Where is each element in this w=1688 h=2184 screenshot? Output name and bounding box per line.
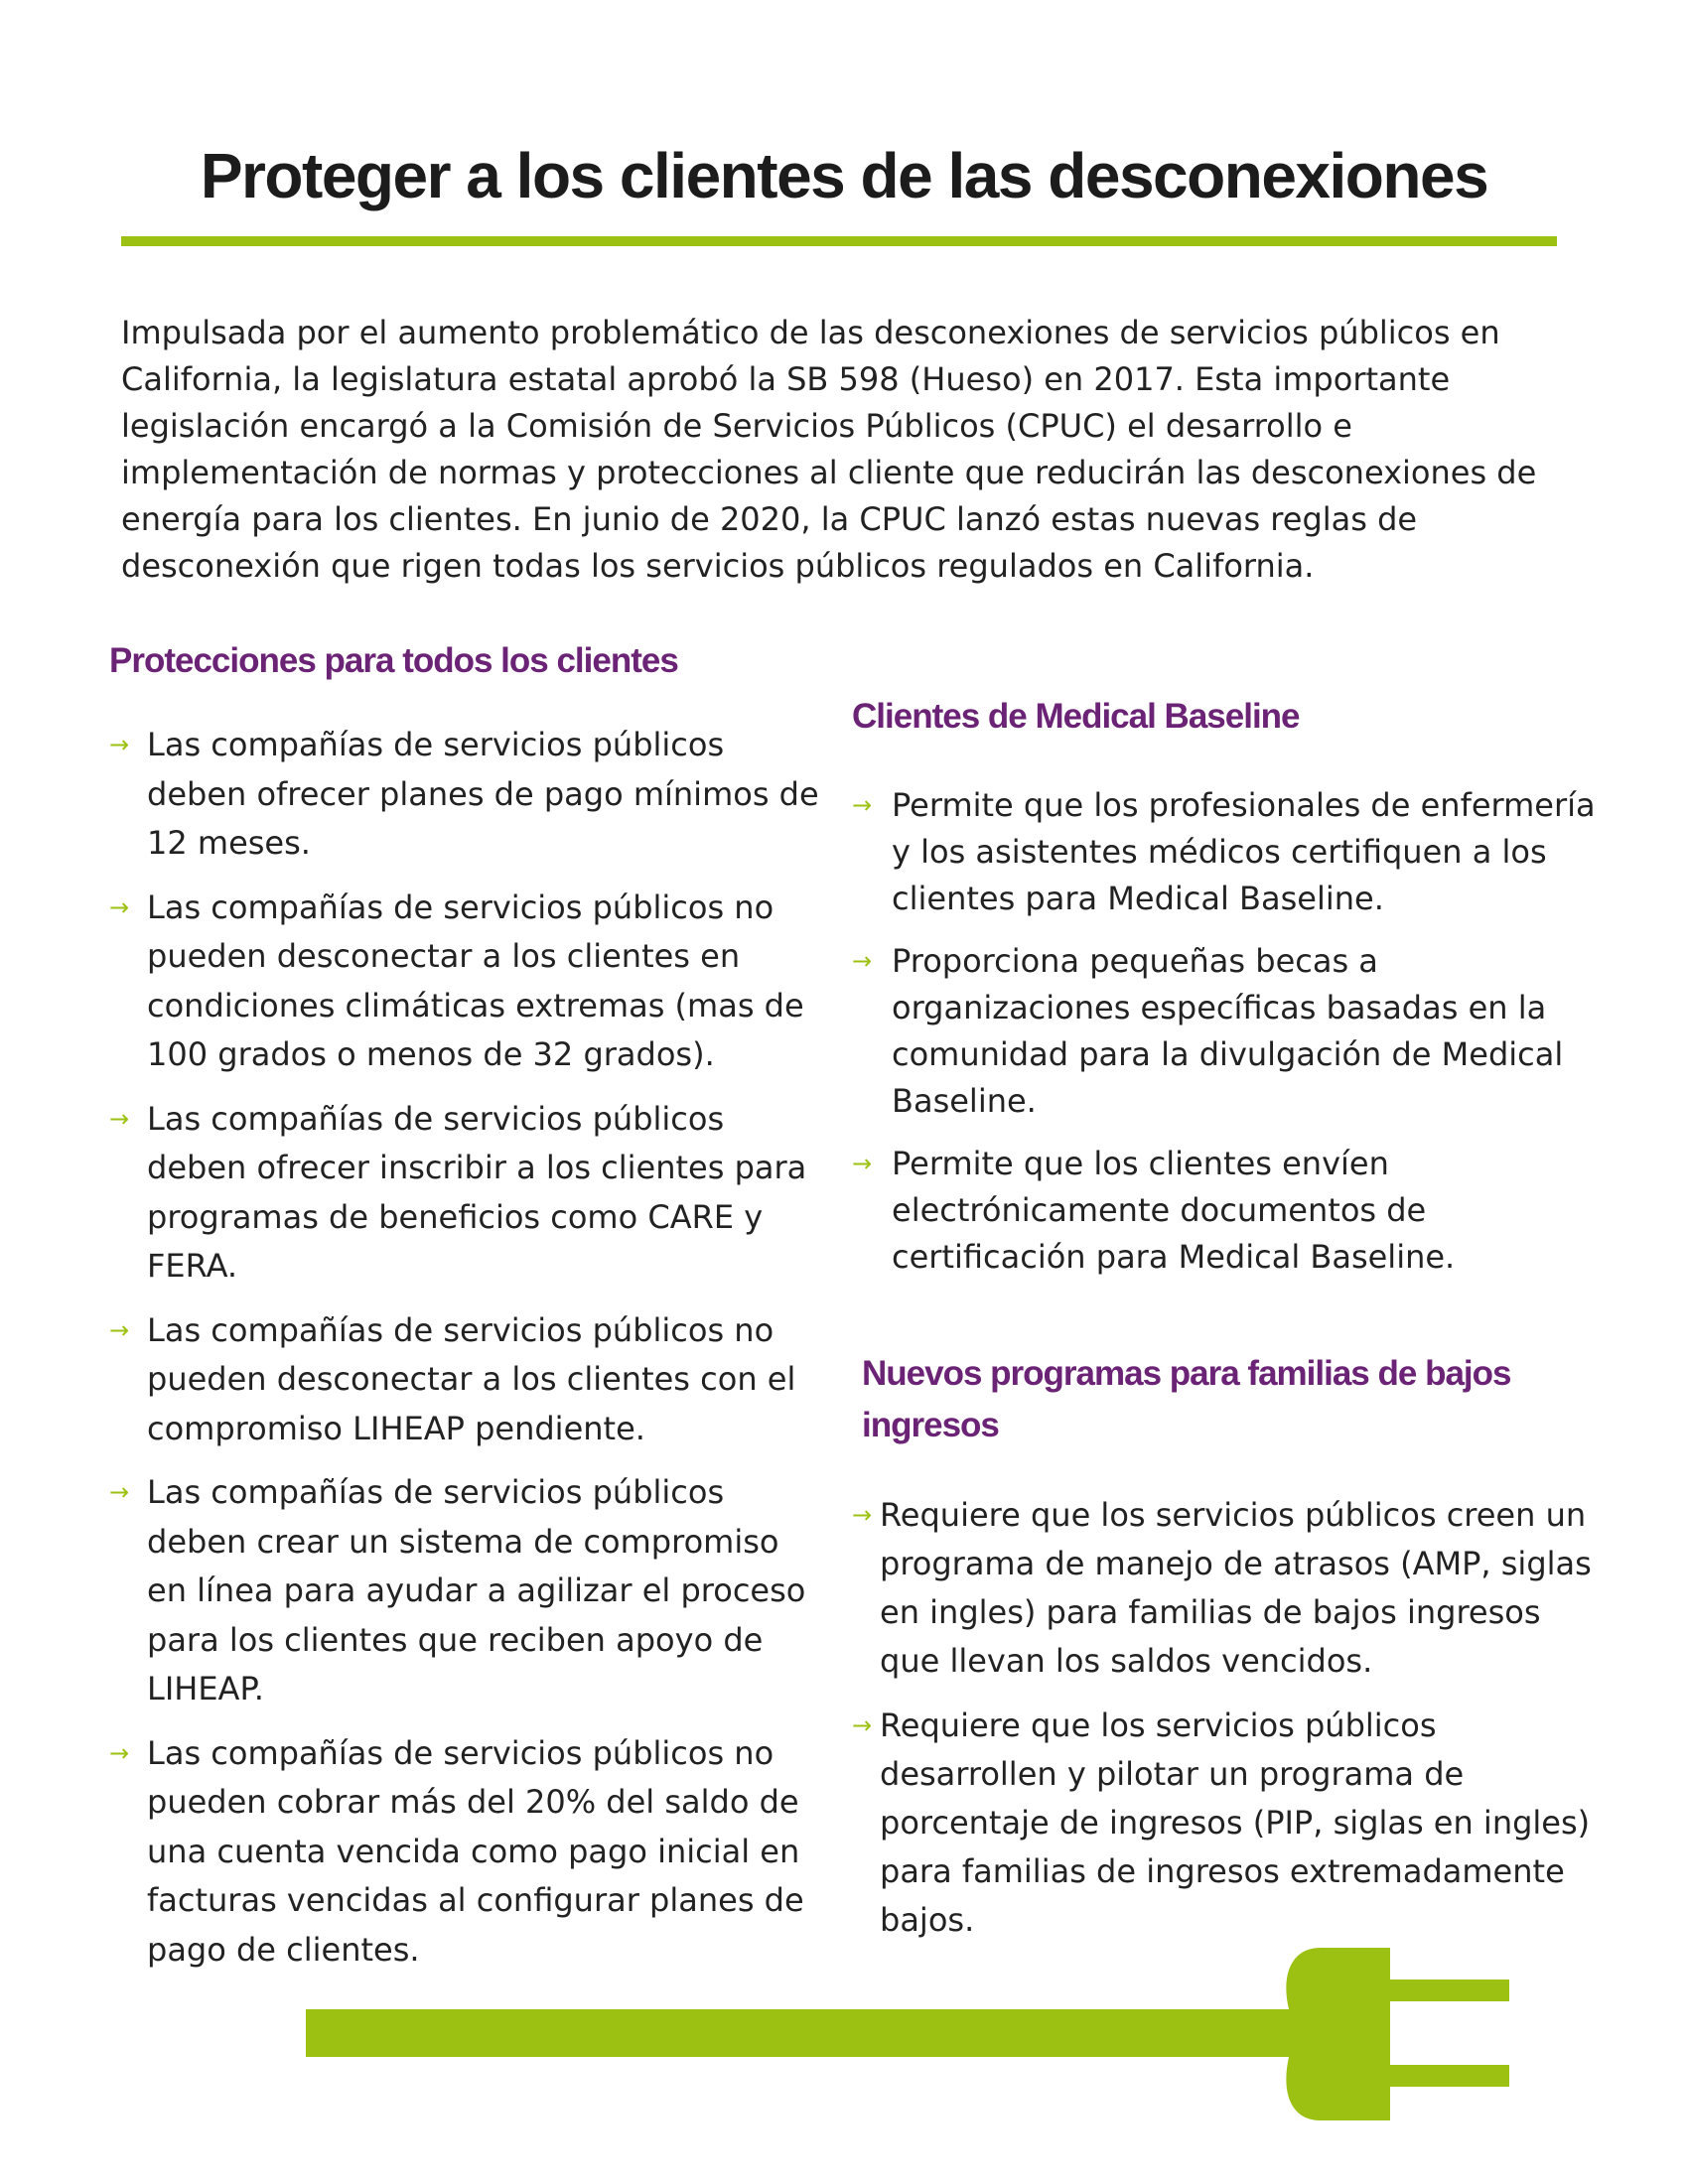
arrow-bullet-icon: → xyxy=(852,1150,873,1177)
arrow-bullet-icon: → xyxy=(109,892,130,921)
list-item-text: Permite que los clientes envíen electrónicamente documentos de certificación para Medical Baseline. xyxy=(892,1145,1456,1276)
list-item-text: Proporciona pequeñas becas a organizaciones específicas basadas en la comunidad para la divulgación de Medical Baseline. xyxy=(892,942,1564,1120)
list-item-text: Las compañías de servicios públicos no pueden cobrar más del 20% del saldo de una cuenta vencida como pago inicial en facturas vencidas al configurar planes de pago de clientes. xyxy=(147,1733,804,1969)
arrow-bullet-icon: → xyxy=(852,947,873,975)
section-heading-low-income: Nuevos programas para familias de bajos ingresos xyxy=(862,1354,1511,1444)
section-heading-medical-baseline: Clientes de Medical Baseline xyxy=(852,697,1300,736)
arrow-bullet-icon: → xyxy=(109,1738,130,1767)
intro-paragraph: Impulsada por el aumento problemático de las desconexiones de servicios públicos en California, la legislatura estatal aprobó la SB 598 (Hueso) en 2017. Esta importante legislación encargó a la Comisión de Servicios Públicos (CPUC) el desarrollo e implementación de normas y protecciones al cliente que reducirán las desconexiones de energía para los clientes. En junio de 2020, la CPUC lanzó estas nuevas reglas de desconexión que rigen todas los servicios públicos regulados en California. xyxy=(121,314,1537,585)
list-item-text: Las compañías de servicios públicos no pueden desconectar a los clientes con el compromiso LIHEAP pendiente. xyxy=(147,1310,796,1447)
arrow-bullet-icon: → xyxy=(109,1315,130,1344)
section-heading-all-customers: Protecciones para todos los clientes xyxy=(109,641,678,680)
list-item-text: Las compañías de servicios públicos deben ofrecer planes de pago mínimos de 12 meses. xyxy=(147,726,819,862)
arrow-bullet-icon: → xyxy=(852,791,873,819)
arrow-bullet-icon: → xyxy=(109,731,130,758)
arrow-bullet-icon: → xyxy=(852,1711,873,1739)
list-item-text: Requiere que los servicios públicos creen un programa de manejo de atrasos (AMP, siglas en ingles) para familias de bajos ingresos que llevan los saldos vencidos. xyxy=(880,1496,1592,1680)
list-item-text: Las compañías de servicios públicos no pueden desconectar a los clientes en condiciones climáticas extremas (mas de 100 grados o menos de 32 grados). xyxy=(147,887,804,1073)
list-item-text: Las compañías de servicios públicos deben ofrecer inscribir a los clientes para programas de beneficios como CARE y FERA. xyxy=(147,1099,807,1285)
list-item-text: Permite que los profesionales de enfermería y los asistentes médicos certifiquen a los clientes para Medical Baseline. xyxy=(892,786,1596,917)
page-title: Proteger a los clientes de las desconexiones xyxy=(200,140,1488,211)
list-item-text: Las compañías de servicios públicos deben crear un sistema de compromiso en línea para ayudar a agilizar el proceso para los clientes que reciben apoyo de LIHEAP. xyxy=(147,1473,806,1707)
arrow-bullet-icon: → xyxy=(852,1501,873,1529)
arrow-bullet-icon: → xyxy=(109,1104,130,1133)
arrow-bullet-icon: → xyxy=(109,1478,130,1506)
list-item-text: Requiere que los servicios públicos desarrollen y pilotar un programa de porcentaje de ingresos (PIP, siglas en ingles) para familias de ingresos extremadamente bajos. xyxy=(880,1706,1591,1939)
